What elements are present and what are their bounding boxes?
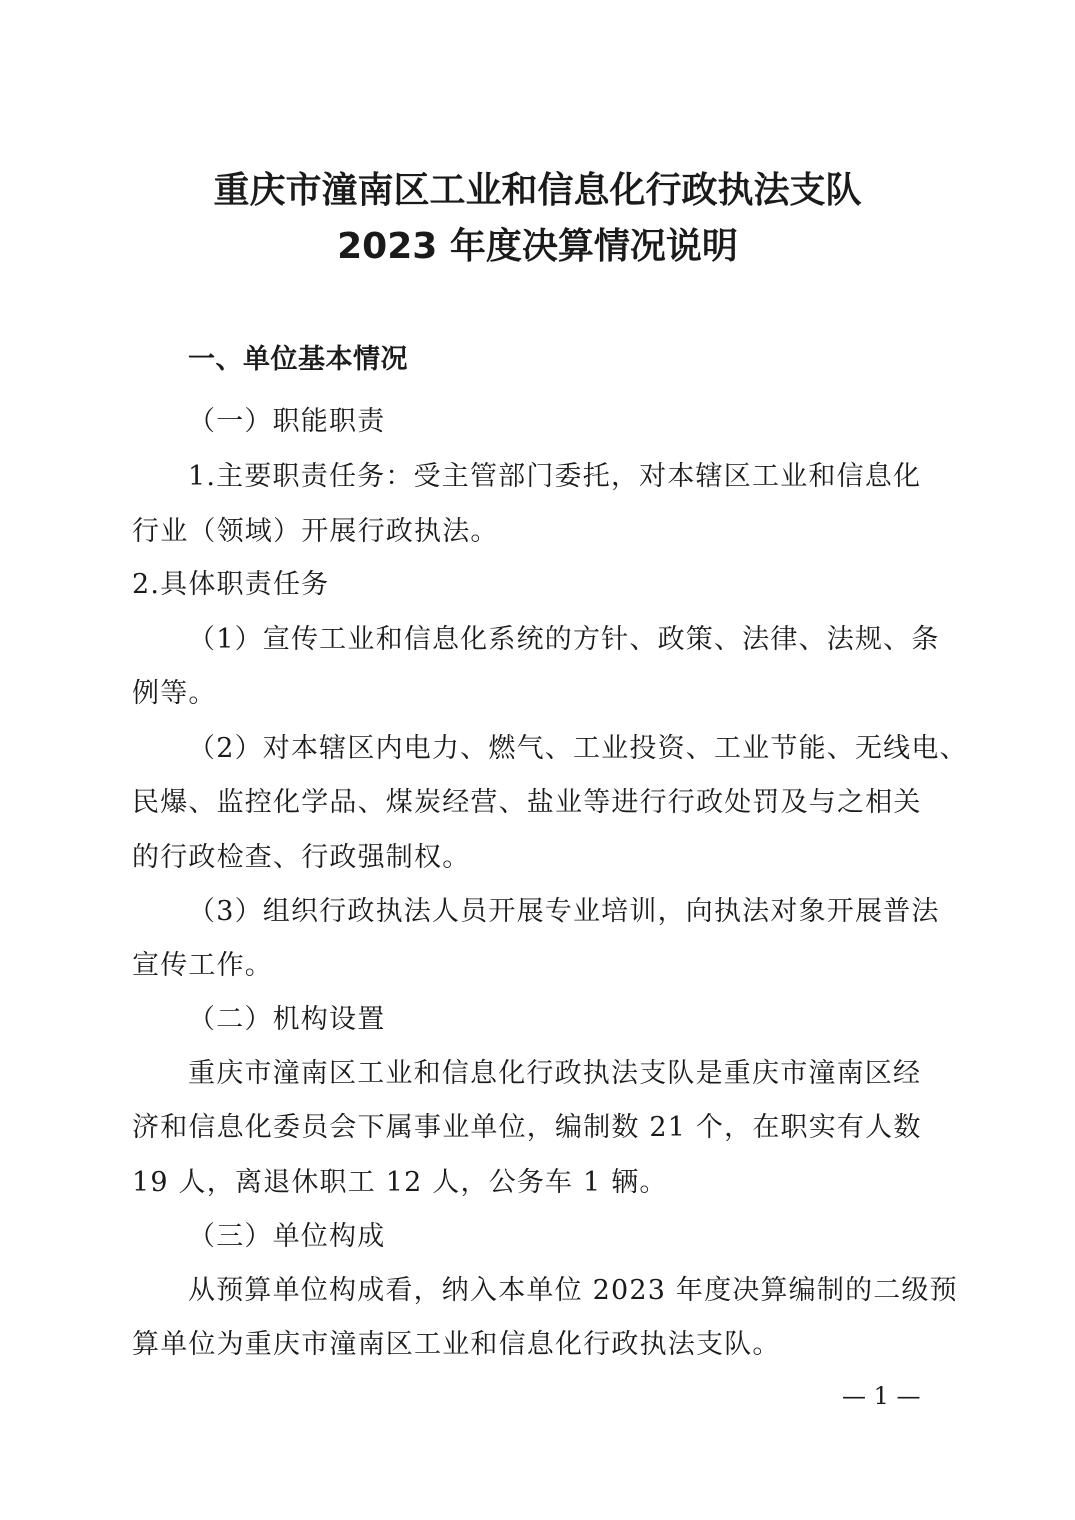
duty-para1-line1: 1.主要职责任务：受主管部门委托，对本辖区工业和信息化 xyxy=(188,461,922,492)
duty-item1-line1: （1）宣传工业和信息化系统的方针、政策、法律、法规、条 xyxy=(188,624,940,655)
org-line1: 重庆市潼南区工业和信息化行政执法支队是重庆市潼南区经 xyxy=(188,1058,922,1089)
duty-item1-line2: 例等。 xyxy=(132,678,217,709)
sub3-heading: （三）单位构成 xyxy=(188,1221,386,1252)
duty-item2-line2: 民爆、监控化学品、煤炭经营、盐业等进行行政处罚及与之相关 xyxy=(132,787,922,818)
duty-item3-line2: 宣传工作。 xyxy=(132,950,273,981)
section1-heading: 一、单位基本情况 xyxy=(188,344,408,375)
duty-para2: 2.具体职责任务 xyxy=(132,569,330,600)
org-line3: 19 人，离退休职工 12 人，公务车 1 辆。 xyxy=(132,1167,668,1198)
sub2-heading: （二）机构设置 xyxy=(188,1004,386,1035)
duty-item2-line1: （2）对本辖区内电力、燃气、工业投资、工业节能、无线电、 xyxy=(188,733,968,764)
doc-title-line2: 2023 年度决算情况说明 xyxy=(337,226,738,267)
doc-title-line1: 重庆市潼南区工业和信息化行政执法支队 xyxy=(213,170,862,211)
composition-line2: 算单位为重庆市潼南区工业和信息化行政执法支队。 xyxy=(132,1329,781,1360)
sub1-heading: （一）职能职责 xyxy=(188,406,386,437)
org-line2: 济和信息化委员会下属事业单位，编制数 21 个，在职实有人数 xyxy=(132,1112,922,1143)
composition-line1: 从预算单位构成看，纳入本单位 2023 年度决算编制的二级预 xyxy=(188,1275,958,1306)
page-number: — 1 — xyxy=(842,1382,921,1410)
duty-para1-line2: 行业（领域）开展行政执法。 xyxy=(132,516,499,547)
duty-item2-line3: 的行政检查、行政强制权。 xyxy=(132,842,471,873)
duty-item3-line1: （3）组织行政执法人员开展专业培训，向执法对象开展普法 xyxy=(188,896,940,927)
